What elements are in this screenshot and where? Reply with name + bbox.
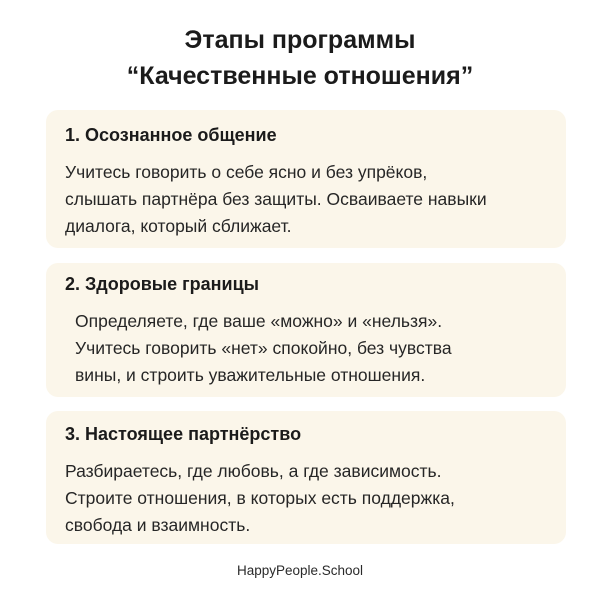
page-title <box>0 22 600 94</box>
stage-1-line-1: Учитесь говорить о себе ясно и без упрёков, <box>65 162 428 182</box>
brand-footer: HappyPeople.School <box>236 563 364 578</box>
stage-card-1 <box>46 110 566 248</box>
stage-3-line-3: свобода и взаимность. <box>65 515 251 535</box>
stage-card-3 <box>46 411 566 544</box>
stage-3-line-2: Строите отношения, в которых есть поддержка, <box>65 488 455 508</box>
stage-1-line-3: диалога, который сближает. <box>65 216 292 236</box>
stage-description-3 <box>65 458 566 539</box>
stage-3-line-1: Разбираетесь, где любовь, а где зависимость. <box>65 461 442 481</box>
stage-2-line-2: Учитесь говорить «нет» спокойно, без чувства <box>75 338 452 358</box>
stage-description-2 <box>65 308 566 389</box>
stage-heading-1: 1. Осознанное общение <box>65 125 277 145</box>
stage-1-line-2: слышать партнёра без защиты. Осваиваете навыки <box>65 189 487 209</box>
stage-description-1 <box>65 159 566 240</box>
page-title-line-2: “Качественные отношения” <box>126 62 474 90</box>
stage-heading-3: 3. Настоящее партнёрство <box>65 424 302 444</box>
stage-2-line-3: вины, и строить уважительные отношения. <box>75 365 426 385</box>
stage-heading-2: 2. Здоровые границы <box>65 274 260 294</box>
stage-2-line-1: Определяете, где ваше «можно» и «нельзя». <box>75 311 443 331</box>
stage-card-2 <box>46 263 566 397</box>
page-title-line-1: Этапы программы <box>184 26 416 54</box>
